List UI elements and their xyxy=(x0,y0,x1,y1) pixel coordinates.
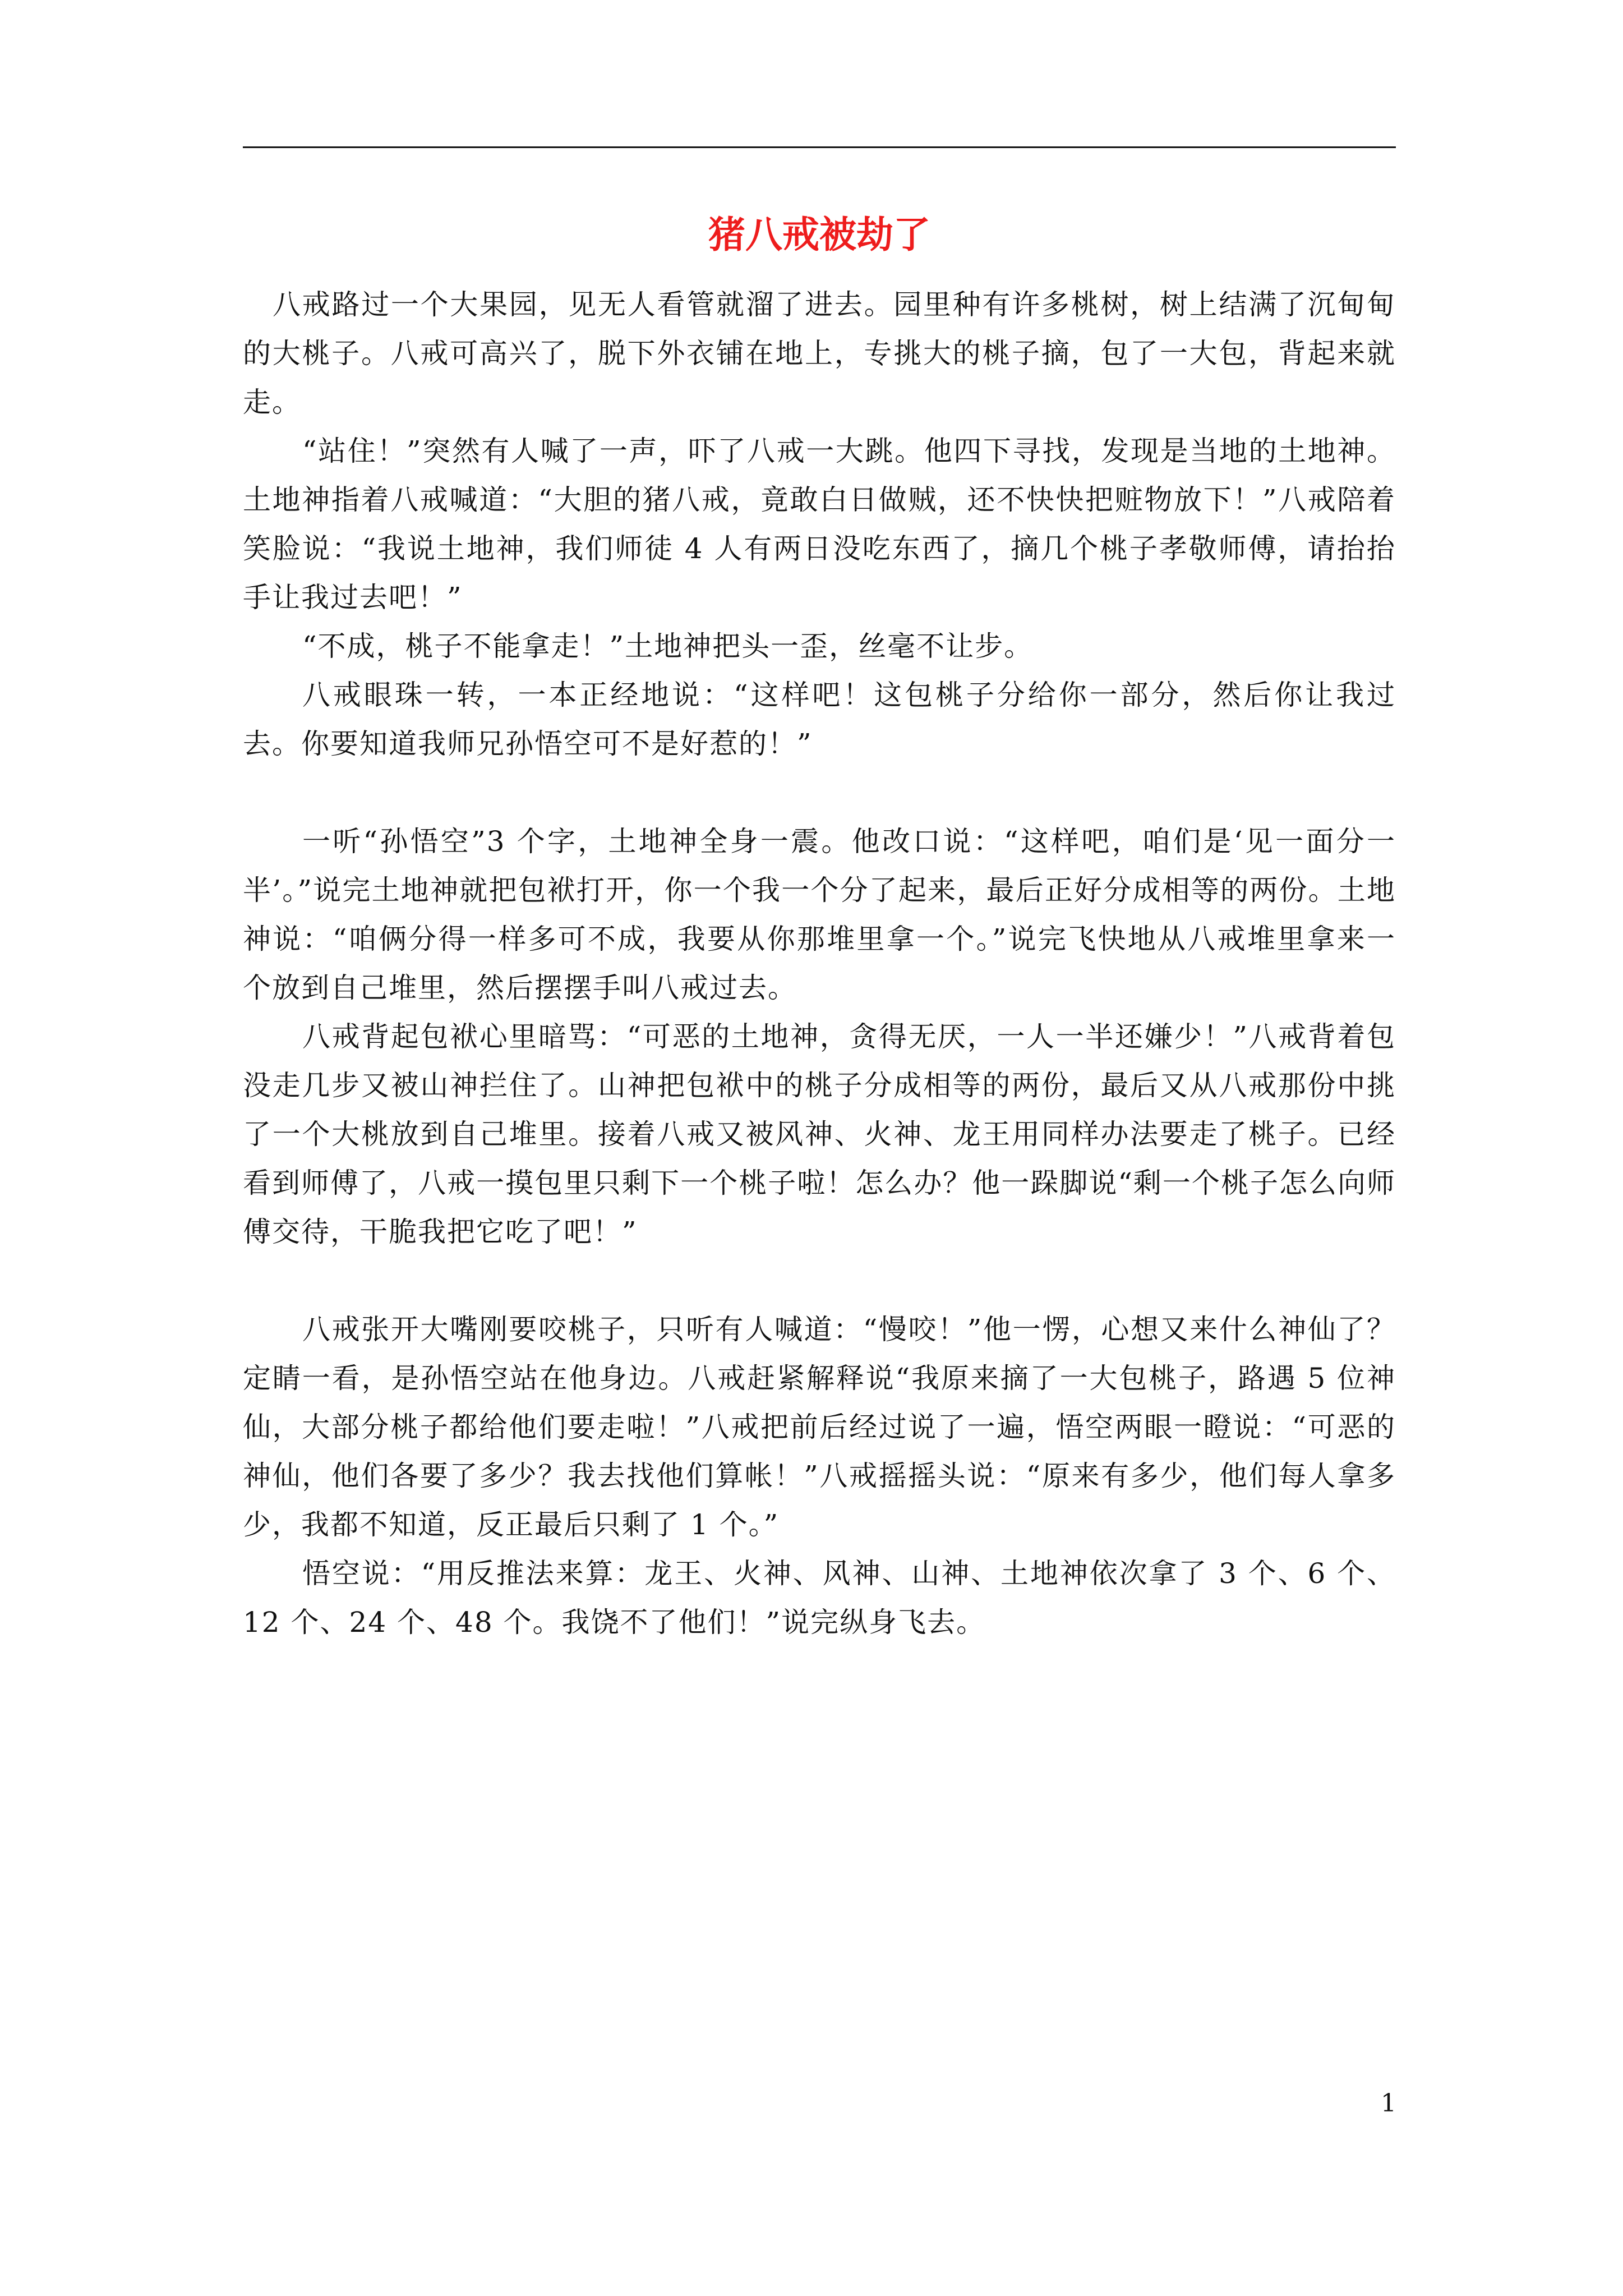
header-rule xyxy=(243,146,1396,148)
document-body xyxy=(243,280,1396,1647)
paragraph: “站住！”突然有人喊了一声，吓了八戒一大跳。他四下寻找，发现是当地的土地神。土地神指着八戒喊道：“大胆的猪八戒，竟敢白日做贼，还不快快把赃物放下！”八戒陪着笑脸说：“我说土地神，我们师徒 4 人有两日没吃东西了，摘几个桃子孝敬师傅，请抬抬手让我过去吧！” xyxy=(243,435,1396,614)
document-title: 猪八戒被劫了 xyxy=(708,213,930,256)
paragraph: 悟空说：“用反推法来算：龙王、火神、风神、山神、土地神依次拿了 3 个、6 个、12 个、24 个、48 个。我饶不了他们！”说完纵身飞去。 xyxy=(243,1557,1396,1639)
paragraph: 一听“孙悟空”3 个字，土地神全身一震。他改口说：“这样吧，咱们是‘见一面分一半’。”说完土地神就把包袱打开，你一个我一个分了起来，最后正好分成相等的两份。土地神说：“咱俩分得一样多可不成，我要从你那堆里拿一个。”说完飞快地从八戒堆里拿来一个放到自己堆里，然后摆摆手叫八戒过去。 xyxy=(243,825,1396,1004)
paragraph: 八戒眼珠一转，一本正经地说：“这样吧！这包桃子分给你一部分，然后你让我过去。你要知道我师兄孙悟空可不是好惹的！” xyxy=(243,679,1396,760)
page-number: 1 xyxy=(1381,2089,1396,2118)
paragraph: “不成，桃子不能拿走！”土地神把头一歪，丝毫不让步。 xyxy=(302,630,1034,662)
paragraph: 八戒背起包袱心里暗骂：“可恶的土地神，贪得无厌，一人一半还嫌少！”八戒背着包没走几步又被山神拦住了。山神把包袱中的桃子分成相等的两份，最后又从八戒那份中挑了一个大桃放到自己堆里。接着八戒又被风神、火神、龙王用同样办法要走了桃子。已经看到师傅了，八戒一摸包里只剩下一个桃子啦！怎么办？他一跺脚说“剩一个桃子怎么向师傅交待，干脆我把它吃了吧！” xyxy=(243,1020,1396,1248)
paragraph: 八戒路过一个大果园，见无人看管就溜了进去。园里种有许多桃树，树上结满了沉甸甸的大桃子。八戒可高兴了，脱下外衣铺在地上，专挑大的桃子摘，包了一大包，背起来就走。 xyxy=(243,288,1396,418)
paragraph: 八戒张开大嘴刚要咬桃子，只听有人喊道：“慢咬！”他一愣，心想又来什么神仙了？定睛一看，是孙悟空站在他身边。八戒赶紧解释说“我原来摘了一大包桃子，路遇 5 位神仙，大部分桃子都给他们要走啦！”八戒把前后经过说了一遍，悟空两眼一瞪说：“可恶的神仙，他们各要了多少？我去找他们算帐！”八戒摇摇头说：“原来有多少，他们每人拿多少，我都不知道，反正最后只剩了 1 个。” xyxy=(243,1313,1396,1541)
